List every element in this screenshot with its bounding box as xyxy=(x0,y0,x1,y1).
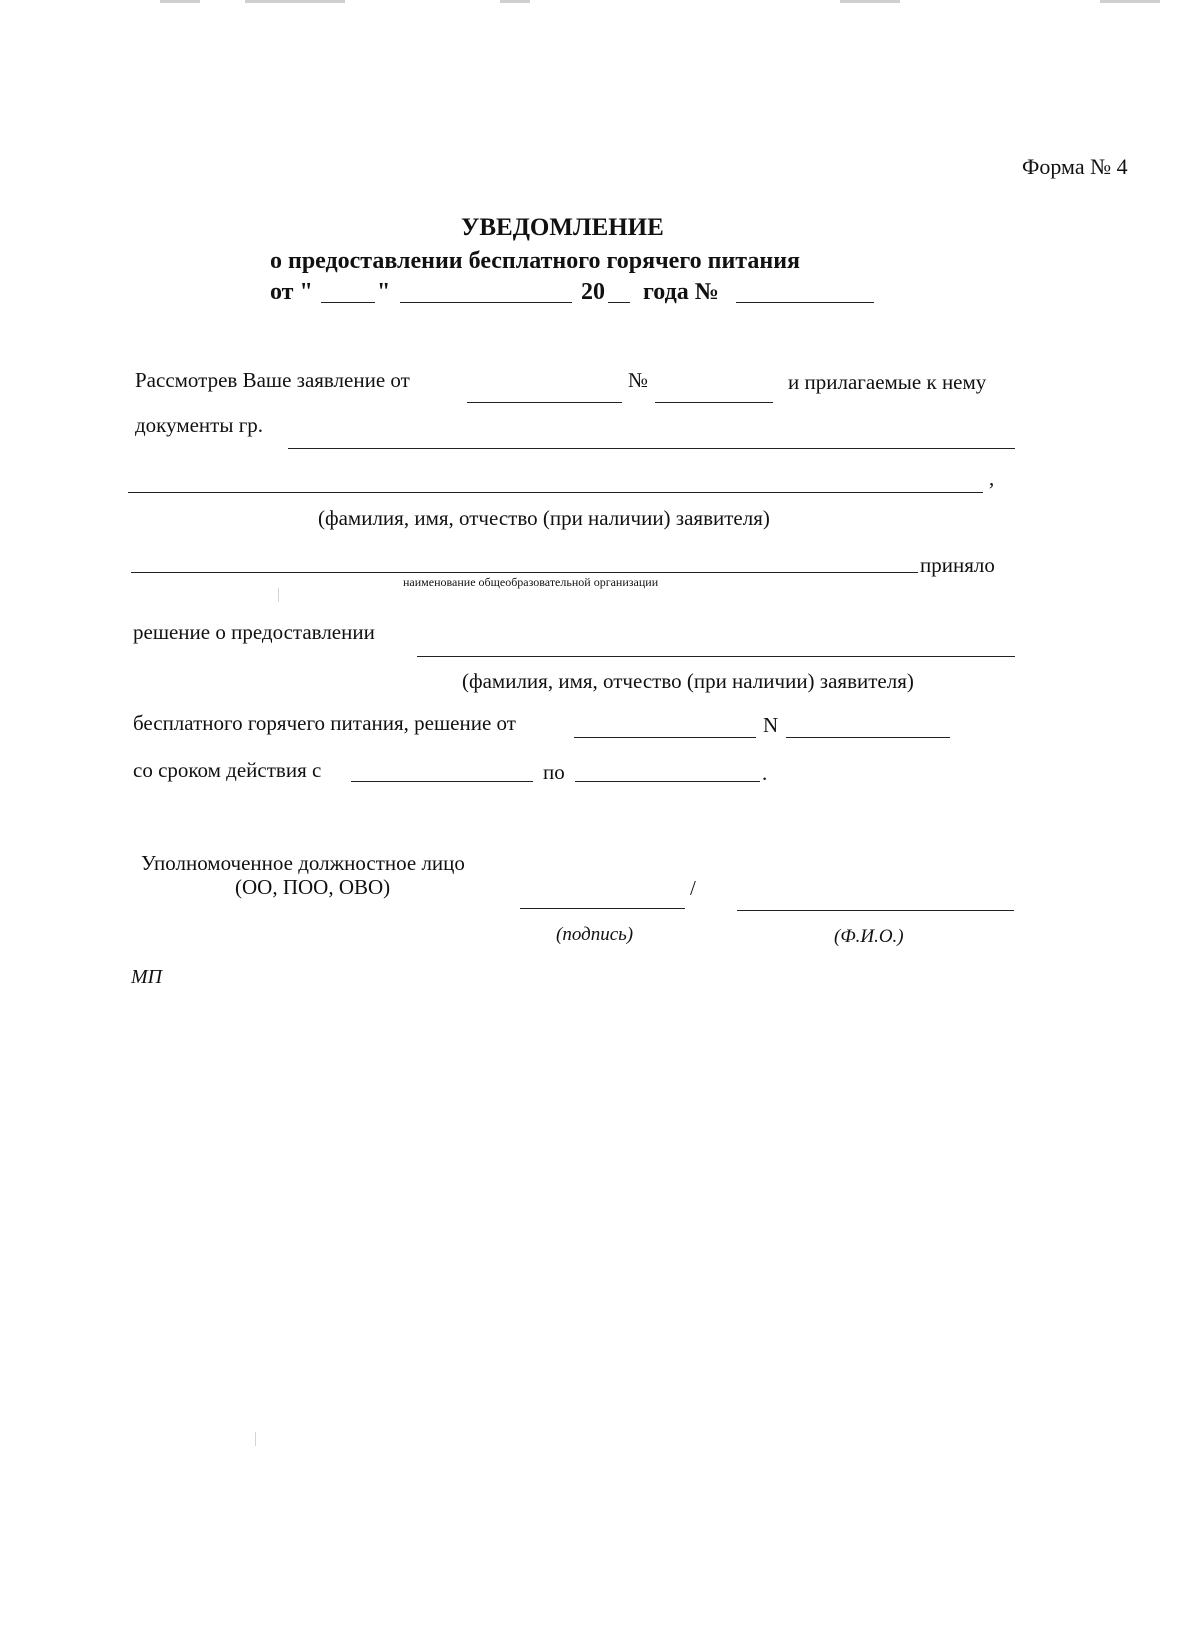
decision-label: решение о предоставлении xyxy=(133,620,375,644)
scan-speck xyxy=(255,1432,256,1446)
free-meals-decision-label: бесплатного горячего питания, решение от xyxy=(133,711,516,735)
signature-blank[interactable] xyxy=(520,908,685,909)
scan-artifact xyxy=(245,0,345,3)
period: . xyxy=(762,761,768,785)
validity-from-blank[interactable] xyxy=(351,781,533,782)
scan-artifact xyxy=(840,0,900,3)
form-number: Форма № 4 xyxy=(1022,154,1128,179)
validity-from-label: со сроком действия с xyxy=(133,758,322,782)
notice-number-blank[interactable] xyxy=(736,302,874,303)
application-number-blank[interactable] xyxy=(655,402,773,403)
recipient-name-hint: (фамилия, имя, отчество (при наличии) заявителя) xyxy=(462,669,914,693)
date-quote-close: " xyxy=(377,279,391,305)
scan-artifact xyxy=(1100,0,1160,3)
document-subtitle: о предоставлении бесплатного горячего питания xyxy=(270,248,801,274)
applicant-name-hint: (фамилия, имя, отчество (при наличии) заявителя) xyxy=(318,506,770,530)
scan-artifact xyxy=(500,0,530,3)
application-number-sign: № xyxy=(628,368,649,392)
decision-number-sign: N xyxy=(763,713,779,737)
year-prefix: 20 xyxy=(581,279,605,305)
attached-label: и прилагаемые к нему xyxy=(788,370,987,394)
accepted-label: приняло xyxy=(920,553,995,577)
fio-hint: (Ф.И.О.) xyxy=(834,926,904,947)
scan-speck xyxy=(278,588,279,602)
document-title: УВЕДОМЛЕНИЕ xyxy=(461,214,664,241)
citizen-name-blank-2[interactable] xyxy=(128,492,983,493)
organization-hint: наименование общеобразовательной организации xyxy=(403,575,659,589)
application-date-blank[interactable] xyxy=(467,402,622,403)
decision-number-blank[interactable] xyxy=(786,737,950,738)
fio-blank[interactable] xyxy=(737,910,1014,911)
decision-date-blank[interactable] xyxy=(574,737,756,738)
signature-slash: / xyxy=(690,876,696,900)
organizations-label: (ОО, ПОО, ОВО) xyxy=(235,875,391,899)
day-blank[interactable] xyxy=(321,302,375,303)
stamp-mark: МП xyxy=(131,966,163,988)
documents-label: документы гр. xyxy=(135,413,264,437)
signature-hint: (подпись) xyxy=(556,924,634,945)
scan-artifact xyxy=(160,0,200,3)
citizen-name-blank[interactable] xyxy=(288,448,1015,449)
year-blank[interactable] xyxy=(608,302,630,303)
comma: , xyxy=(989,466,995,490)
year-label-and-number: года № xyxy=(643,279,719,305)
organization-name-blank[interactable] xyxy=(131,572,918,573)
official-label: Уполномоченное должностное лицо xyxy=(141,851,465,875)
validity-to-label: по xyxy=(543,760,565,784)
month-blank[interactable] xyxy=(400,302,572,303)
considered-label: Рассмотрев Ваше заявление от xyxy=(135,368,410,392)
date-prefix: от " xyxy=(270,279,313,305)
validity-to-blank[interactable] xyxy=(575,781,760,782)
recipient-name-blank[interactable] xyxy=(417,656,1015,657)
